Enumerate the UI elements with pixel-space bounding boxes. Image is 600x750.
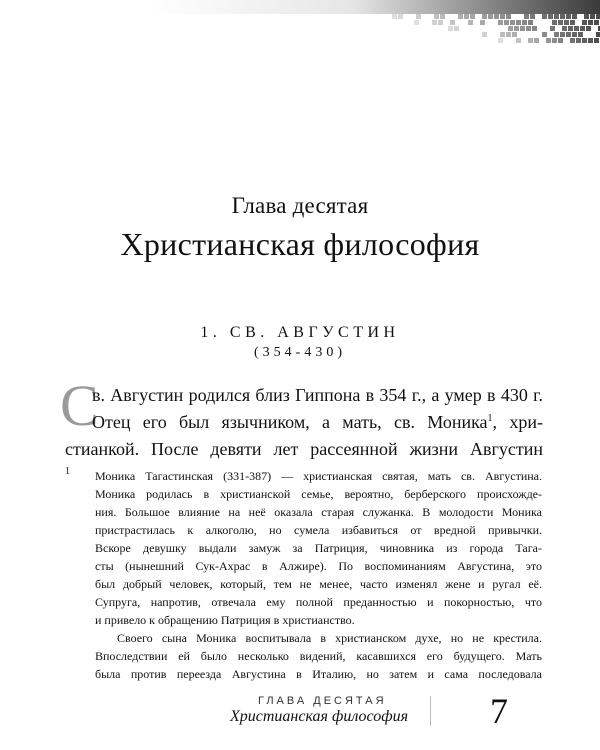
- section-heading: 1. СВ. АВГУСТИН: [200, 324, 400, 341]
- footnote-line: был добрый человек, который, тем не менее, часто изменял жене и ругал её.: [95, 577, 542, 591]
- footnote-line: Моника родилась в христианской семье, вероятно, берберского происхожде-: [95, 487, 542, 501]
- body-paragraph: [65, 382, 543, 463]
- body-line: стианкой. После девяти лет рассеянной жизни Августин: [65, 439, 543, 459]
- footnote-line: Своего сына Моника воспитывала в христианском духе, но не крестила.: [117, 631, 542, 645]
- footnote-line: Моника Тагастинская (331-387) — христианская святая, мать св. Августина.: [95, 469, 542, 483]
- chapter-title: Христианская философия: [120, 226, 480, 262]
- running-head-label: ГЛАВА ДЕСЯТАЯ: [258, 695, 387, 707]
- page-number: 7: [490, 691, 508, 731]
- body-line-text: , хри-: [492, 412, 543, 432]
- footer-divider: [430, 696, 431, 726]
- footnote-line: Вскоре девушку выдали замуж за Патриция, чиновника из города Тага-: [95, 541, 542, 555]
- footnote-line: ния. Большое влияние на неё оказала старая служанка. В молодости Моника: [95, 505, 542, 519]
- footnote-reference[interactable]: 1: [487, 413, 493, 424]
- body-line: в. Августин родился близ Гиппона в 354 г., а умер в 430 г.: [92, 385, 543, 405]
- body-line: [65, 409, 543, 436]
- decorative-header-band: [0, 0, 600, 48]
- section-years: (354-430): [254, 345, 346, 360]
- footnote-line: пристрастилась к алкоголю, но сумела избавиться от вредной привычки.: [95, 523, 542, 537]
- footnote-marker: 1: [65, 466, 70, 477]
- body-line-text: Отец его был язычником, а мать, св. Моника: [92, 412, 488, 432]
- footnote-line: была против переезда Августина в Италию, но затем и сама последовала: [95, 667, 542, 681]
- footnote-line: Впоследствии ей было несколько видений, касавшихся его будущего. Мать: [95, 649, 542, 663]
- drop-cap: С: [60, 373, 99, 438]
- chapter-label: Глава десятая: [231, 193, 369, 218]
- footnote-line: сты (нынешний Сук-Ахрас в Алжире). По воспоминаниям Августина, это: [95, 559, 542, 573]
- footnote-line: Супруга, напротив, отвечала ему полной преданностью и покорностью, что: [95, 595, 542, 609]
- footnote: [95, 467, 542, 683]
- running-head-title: Христианская философия: [230, 708, 409, 725]
- footnote-line: и привело к обращению Патриция в христианство.: [95, 613, 355, 627]
